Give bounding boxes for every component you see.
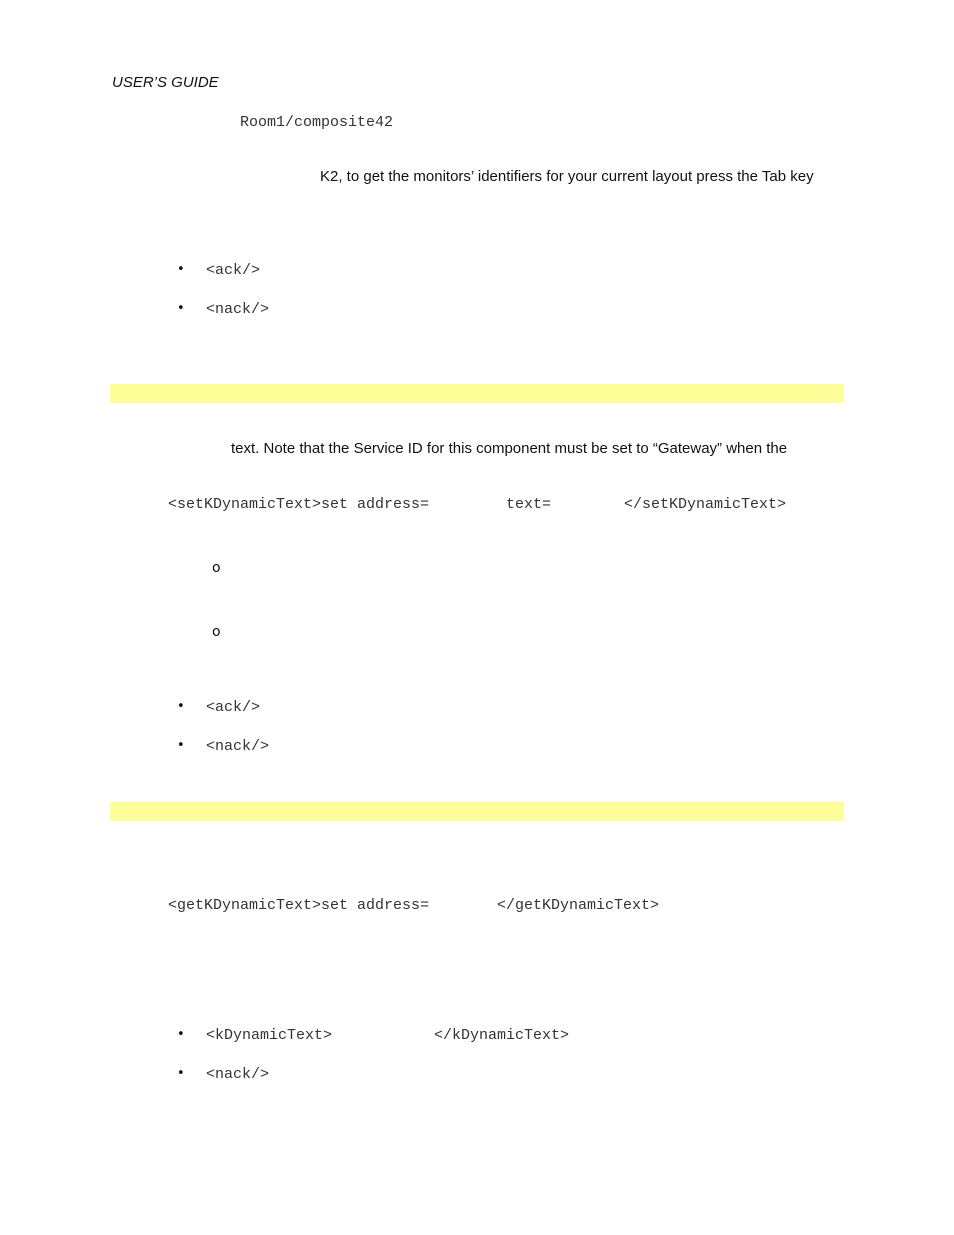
response-kdynamictext-open: <kDynamicText> [206,1027,333,1044]
bullet-marker: • [177,1027,185,1042]
section-highlight-band [110,802,844,821]
running-header: USER’S GUIDE [112,74,219,91]
command-set-close: </setKDynamicText> [624,496,787,513]
response-nack: <nack/> [206,738,270,755]
section-highlight-band [110,384,844,403]
command-set-open: <setKDynamicText>set address= [168,496,430,513]
response-ack: <ack/> [206,262,261,279]
example-address: Room1/composite42 [240,114,394,131]
bullet-marker: • [177,301,185,316]
command-get-close: </getKDynamicText> [497,897,660,914]
note-text: K2, to get the monitors’ identifiers for your current layout press the Tab key [320,168,814,185]
sub-bullet-marker: o [212,624,221,640]
response-nack: <nack/> [206,1066,270,1083]
response-kdynamictext-close: </kDynamicText> [434,1027,570,1044]
command-set-text: text= [506,496,552,513]
command-get-open: <getKDynamicText>set address= [168,897,430,914]
bullet-marker: • [177,699,185,714]
bullet-marker: • [177,262,185,277]
bullet-marker: • [177,1066,185,1081]
description-text: text. Note that the Service ID for this component must be set to “Gateway” when the [231,440,788,457]
response-ack: <ack/> [206,699,261,716]
response-nack: <nack/> [206,301,270,318]
bullet-marker: • [177,738,185,753]
sub-bullet-marker: o [212,560,221,576]
